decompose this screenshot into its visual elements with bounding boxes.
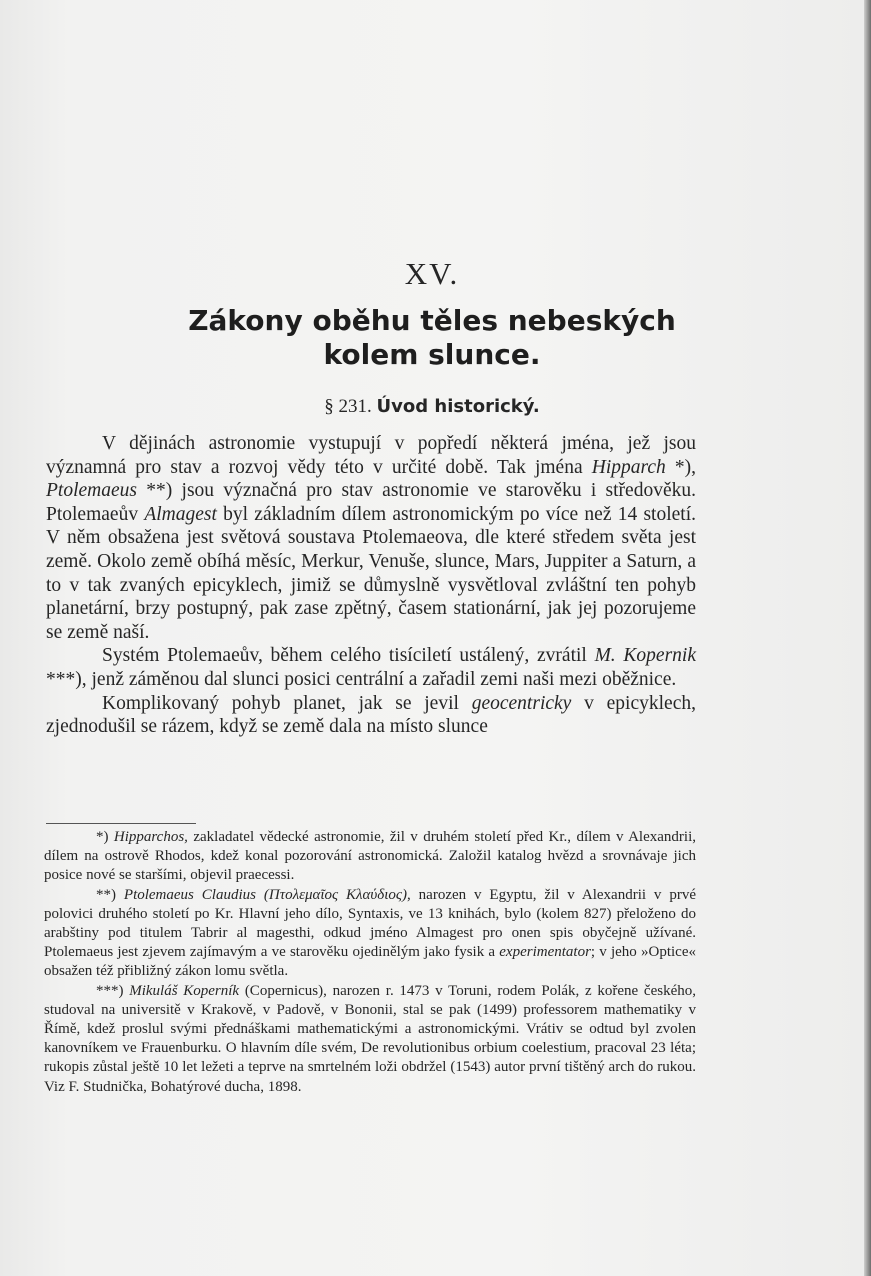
footnote-2 (44, 886, 696, 982)
footnotes (44, 828, 696, 1097)
paragraph-2 (46, 644, 696, 691)
body-text (46, 432, 696, 739)
footnote-3-text: (Copernicus), narozen r. 1473 v Toruni, rodem Polák, z kořene českého, studoval na universitě v Krakově, v Padově, v Bononii, stal se pak (1499) professorem mathematiky v Římě, kdež proslul svými přednáškami mathematickými a astronomickými. Vrátiv se odtud byl zvolen kanovníkem ve Frauenburku. O hlavním díle svém, De revolutionibus orbium coelestium, pracoval 23 léta; rukopis zůstal ještě 10 let ležeti a teprve na smrtelném loži obdržel (1543) autor první tištěný arch do rukou. Viz F. Studnička, Bohatýrové ducha, 1898. (44, 982, 696, 1095)
chapter-number: XV. (404, 256, 460, 291)
footnote-1-name: Hipparchos, (113, 829, 188, 845)
footnote-2-text-end: ; v jeho »Optice« obsažen též přibližný zákon lomu světla. (44, 944, 696, 980)
footnote-3 (44, 982, 696, 1097)
paragraph-1 (46, 432, 696, 644)
p1-text-a: V dějinách astronomie vystupují v popředí některá jména, jež jsou významná pro stav a rozvoj vědy této v určité době. Tak jména (46, 433, 696, 478)
page-edge-shadow (864, 0, 871, 1276)
footnote-1-mark: *) (96, 829, 114, 845)
p1-text-c: **) jsou význačná pro stav astronomie ve starověku i středověku. Ptolemaeův (46, 480, 696, 525)
name-almagest: Almagest (144, 503, 217, 525)
footnote-1-text: zakladatel vědecké astronomie, žil v druhém století před Kr., dílem v Alexandrii, dílem na ostrově Rhodos, kdež konal pozorování astronomická. Založil katalog hvězd a srovnávaje jich posice nové se staršími, objevil praecessi. (44, 829, 696, 884)
section-heading (0, 396, 864, 418)
term-geocentricky: geocentricky (471, 692, 572, 714)
footnote-2-greek: (Πτολεμαῖος Κλαύδιος) (255, 886, 408, 903)
footnote-3-mark: ***) (96, 982, 130, 999)
footnote-2-mark: **) (96, 886, 124, 903)
footnote-2-name: Ptolemaeus Claudius (123, 886, 256, 903)
p1-text-d: byl základním dílem astronomickým po více než 14 století. V něm obsažena jest světová soustava Ptolemaeova, dle které středem světa jest země. Okolo země obíhá měsíc, Merkur, Venuše, slunce, Mars, Juppiter a Saturn, a to v tak zvaných epicyklech, jimiž se důmyslně vysvětloval zvláštní ten pohyb planetární, brzy postupný, pak zase zpětný, časem stationární, jak jej pozorujeme se země naší. (46, 503, 696, 643)
chapter-title (0, 304, 864, 372)
footnote-rule (46, 823, 196, 824)
p2-text-b: ***), jenž záměnou dal slunci posici centrální a zařadil zemi naši mezi oběžnice. (46, 668, 677, 690)
footnote-2-text: , narozen v Egyptu, žil v Alexandrii v prvé polovici druhého století po Kr. Hlavní jeho dílo, Syntaxis, ve 13 knihách, bylo (kolem 827) přeloženo do arabštiny pod titulem Tabrir al magesthi, odkud jméno Almagest pro onen spis obyčejně užívané. Ptolemaeus jest zjevem zajímavým a ve starověku ojedinělým jako fysik a (44, 886, 696, 961)
p3-text-a: Komplikovaný pohyb planet, jak se jevil (102, 692, 472, 714)
name-kopernik: M. Kopernik (594, 645, 696, 667)
name-hipparch: Hipparch (591, 456, 666, 478)
section-title: Úvod historický. (376, 396, 540, 417)
name-ptolemaeus: Ptolemaeus (46, 480, 137, 502)
p1-text-b: *), (665, 456, 697, 478)
p3-text-b: v epicyklech, zjednodušil se rázem, když se země dala na místo slunce (46, 692, 696, 738)
p2-text-a: Systém Ptolemaeův, během celého tisíciletí ustálený, zvrátil (102, 645, 595, 667)
footnote-2-term: experimentator (499, 944, 591, 961)
chapter-title-line-1: Zákony oběhu těles nebeských (188, 304, 676, 337)
footnote-1 (44, 828, 696, 886)
footnote-3-name: Mikuláš Koperník (129, 982, 240, 999)
chapter-title-line-2: kolem slunce. (323, 338, 541, 371)
paragraph-3 (46, 692, 696, 739)
section-mark: § 231. (324, 396, 372, 417)
